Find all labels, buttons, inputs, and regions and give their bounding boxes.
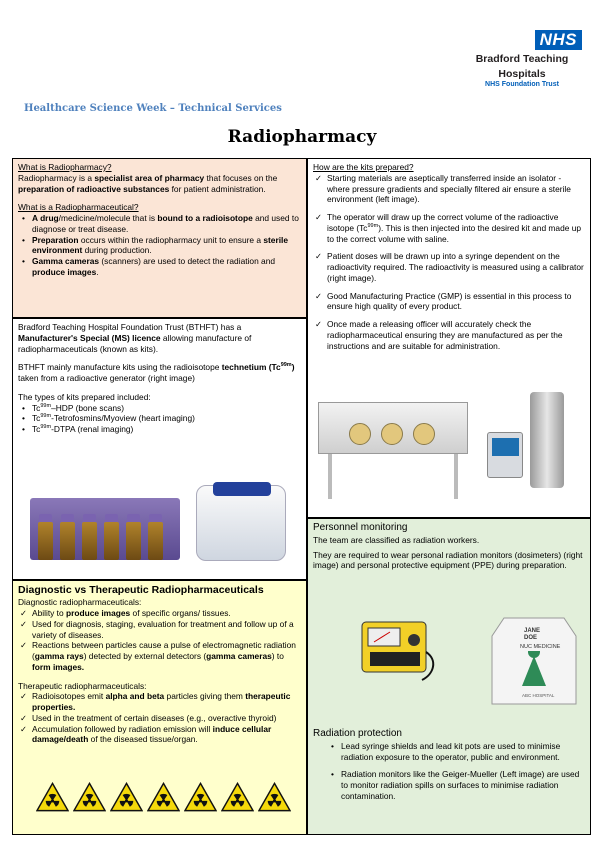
isolator-leg <box>328 454 332 499</box>
list-item: • Lead syringe shields and lead kit pots are used to minimise radiation exposure to the operator, public and environment. <box>341 741 585 763</box>
isolator-leg <box>454 454 458 499</box>
text: . <box>96 266 99 277</box>
heading-what-is-radiopharmacy: What is Radiopharmacy? <box>18 162 112 172</box>
badge-organisation: ABC HOSPITAL <box>522 693 555 698</box>
radiation-protection-list <box>313 741 585 802</box>
page-title: Radiopharmacy <box>227 127 377 147</box>
org-name-line1: Bradford Teaching <box>475 53 569 65</box>
glove-port-icon <box>349 423 371 445</box>
text: /medicine/molecule that is <box>58 213 158 223</box>
text: -Tetrofosmins/Myoview (heart imaging) <box>51 413 195 424</box>
diagnostic-list <box>18 608 301 673</box>
text: Accumulation followed by radiation emission will <box>32 723 213 734</box>
superscript: 99m <box>40 402 52 409</box>
event-title: Healthcare Science Week – Technical Services <box>24 103 282 114</box>
text: Bradford Teaching Hospital Foundation Trust (BTHFT) has a <box>18 322 242 332</box>
text: Used in the treatment of certain diseases (e.g., overactive thyroid) <box>32 712 277 723</box>
calibrator-screen <box>492 438 519 456</box>
text-bold: A drug <box>32 213 59 223</box>
text: for patient administration. <box>169 183 266 194</box>
radiation-warning-icon <box>258 782 291 812</box>
text: Tc <box>32 413 41 424</box>
personnel-text-2: They are required to wear personal radiation monitors (dosimeters) (right image) and personal protective equipment (PPE) during preparation. <box>313 549 583 571</box>
heading-radiation-protection: Radiation protection <box>313 728 402 740</box>
superscript: 99m <box>280 362 292 369</box>
personnel-text-1: The team are classified as radiation workers. <box>313 534 480 545</box>
radiation-warning-row <box>36 782 291 812</box>
list-item: ✓ Good Manufacturing Practice (GMP) is essential in this process to ensure high quality of every product. <box>327 291 585 313</box>
text: Tc <box>32 402 41 413</box>
badge-name-line2: DOE <box>524 635 538 641</box>
radiation-warning-icon <box>147 782 180 812</box>
isolator-image <box>318 392 468 502</box>
text-bold: alpha and beta <box>105 691 165 702</box>
text-bold: gamma cameras <box>206 651 272 662</box>
text: Radioisotopes emit <box>32 691 106 702</box>
vial-icon <box>126 522 141 560</box>
radiation-warning-icon <box>110 782 143 812</box>
vial-icon <box>104 522 119 560</box>
diag-intro: Diagnostic radiopharmaceuticals: <box>18 597 142 608</box>
text: –HDP (bone scans) <box>51 402 125 413</box>
badge-department: NUC MEDICINE <box>520 644 561 650</box>
text: occurs within the radiopharmacy unit to ensure a <box>78 234 264 245</box>
text-bold: specialist area of pharmacy <box>94 172 205 183</box>
vial-icon <box>148 522 163 560</box>
list-item <box>32 713 301 724</box>
text: Reactions between particles cause a pulse of electromagnetic radiation ( <box>32 640 296 662</box>
text: during production. <box>82 245 152 256</box>
text: ) <box>291 362 295 373</box>
text-bold: induce cellular damage/death <box>32 723 272 745</box>
text: Tc <box>32 424 41 434</box>
list-item <box>32 213 301 235</box>
text: ) to <box>271 651 284 662</box>
text: -DTPA (renal imaging) <box>51 424 134 434</box>
text-bold <box>222 362 295 372</box>
what-is-radiopharmacy-panel <box>12 158 307 318</box>
heading-what-is-radiopharmaceutical: What is a Radiopharmaceutical? <box>18 202 139 213</box>
text: that focuses on the <box>204 172 278 183</box>
text: (scanners) are used to detect the radiation and <box>99 256 276 266</box>
list-item <box>32 608 301 619</box>
vial-icon <box>82 522 97 560</box>
list-item <box>32 619 301 641</box>
heading-kit-preparation: How are the kits prepared? <box>313 162 414 172</box>
list-item: • Radiation monitors like the Geiger-Mueller (Left image) are used to monitor radiation spills on surfaces to minimise radiation contamination. <box>341 769 585 801</box>
radiation-warning-icon <box>73 782 106 812</box>
vial-icon <box>38 522 53 560</box>
list-item <box>32 424 301 435</box>
calibrator-display-image <box>487 432 523 478</box>
text: ). This is then injected into the desired kit and made up to the correct volume with saline. <box>327 222 582 244</box>
superscript: 99m <box>367 222 379 229</box>
text: allowing manufacture of radiopharmaceuticals (known as kits). <box>18 332 252 354</box>
diag-ther-title: Diagnostic vs Therapeutic Radiopharmaceuticals <box>18 584 264 596</box>
calibrator-chamber-image <box>530 392 564 488</box>
radiopharmacy-definition <box>18 173 301 195</box>
badge-name-line1: JANE <box>524 628 541 634</box>
text-bold: produce images <box>65 608 131 619</box>
text-bold: bound to a radioisotope <box>157 213 253 223</box>
text-bold: therapeutic properties. <box>32 691 291 713</box>
list-item <box>32 691 301 713</box>
text: The operator will draw up the correct volume of the radioactive isotope (Tc <box>327 212 559 233</box>
text-bold: produce images <box>32 266 97 277</box>
superscript: 99m <box>40 413 52 420</box>
radiation-warning-icon <box>184 782 217 812</box>
text: technetium (Tc <box>221 362 281 373</box>
list-item <box>327 212 585 244</box>
text-bold: Manufacturer's Special (MS) licence <box>18 332 161 343</box>
heading-personnel-monitoring: Personnel monitoring <box>313 522 408 533</box>
text: Radiopharmacy is a <box>18 172 95 183</box>
text-bold: Preparation <box>32 234 79 245</box>
isolator-body <box>318 402 468 454</box>
text: taken from a radioactive generator (right image) <box>18 373 195 383</box>
list-item <box>32 403 301 414</box>
list-item: ✓ Starting materials are aseptically transferred inside an isolator - where pressure gradients and specially filtered air ensure a sterile environment (left image). <box>327 173 585 205</box>
superscript: 99m <box>40 424 52 431</box>
text-bold: preparation of radioactive substances <box>18 183 170 194</box>
org-name-line2: Hospitals <box>498 68 546 80</box>
list-item <box>32 640 301 672</box>
kits-intro: The types of kits prepared included: <box>18 391 151 402</box>
text: BTHFT mainly manufacture kits using the radioisotope <box>18 362 222 373</box>
glove-port-icon <box>413 423 435 445</box>
kit-box-illustration <box>30 498 180 560</box>
text-bold: gamma rays <box>34 651 84 662</box>
radiation-warning-icon <box>221 782 254 812</box>
nhs-badge: NHS <box>535 30 582 50</box>
bthft-licence-text <box>18 322 301 354</box>
text: particles giving them <box>164 691 246 702</box>
kit-list <box>18 403 301 435</box>
list-item <box>32 256 301 278</box>
text: of specific organs/ tissues. <box>130 608 231 619</box>
generator-image <box>196 485 286 561</box>
bthft-technetium-text <box>18 362 301 384</box>
text: Ability to <box>32 608 66 619</box>
list-item: ✓ Patient doses will be drawn up into a syringe dependent on the radioactivity required. The radioactivity is measured using a calibrator (right image). <box>327 251 585 283</box>
radiation-warning-icon <box>36 782 69 812</box>
nhs-logo <box>462 30 582 90</box>
list-item <box>32 235 301 257</box>
preparation-steps-list <box>313 173 585 352</box>
list-item <box>32 413 301 424</box>
dosimeter-badge-image <box>490 616 578 706</box>
text: ) detected by external detectors ( <box>83 651 207 662</box>
vial-icon <box>60 522 75 560</box>
list-item <box>32 724 301 746</box>
text: Used for diagnosis, staging, evaluation for treatment and follow up of a variety of diseases. <box>32 618 294 640</box>
geiger-counter-image <box>360 612 440 682</box>
text: and used to diagnose or treat disease. <box>32 213 299 234</box>
radiopharmaceutical-list <box>18 213 301 278</box>
glove-port-icon <box>381 423 403 445</box>
text: of the diseased tissue/organ. <box>88 734 198 745</box>
text-bold: Gamma cameras <box>32 256 100 266</box>
list-item: ✓ Once made a releasing officer will accurately check the radiopharmaceutical ensuring they are manufactured as per the instructions and are suitable for administration. <box>327 319 585 351</box>
text-bold: form images. <box>32 661 85 672</box>
kit-vials-image <box>30 478 180 568</box>
ther-intro: Therapeutic radiopharmaceuticals: <box>18 680 147 691</box>
org-name-line3: NHS Foundation Trust <box>485 81 559 88</box>
generator-top <box>213 482 271 496</box>
therapeutic-list <box>18 691 301 745</box>
text-bold: sterile environment <box>32 234 289 256</box>
